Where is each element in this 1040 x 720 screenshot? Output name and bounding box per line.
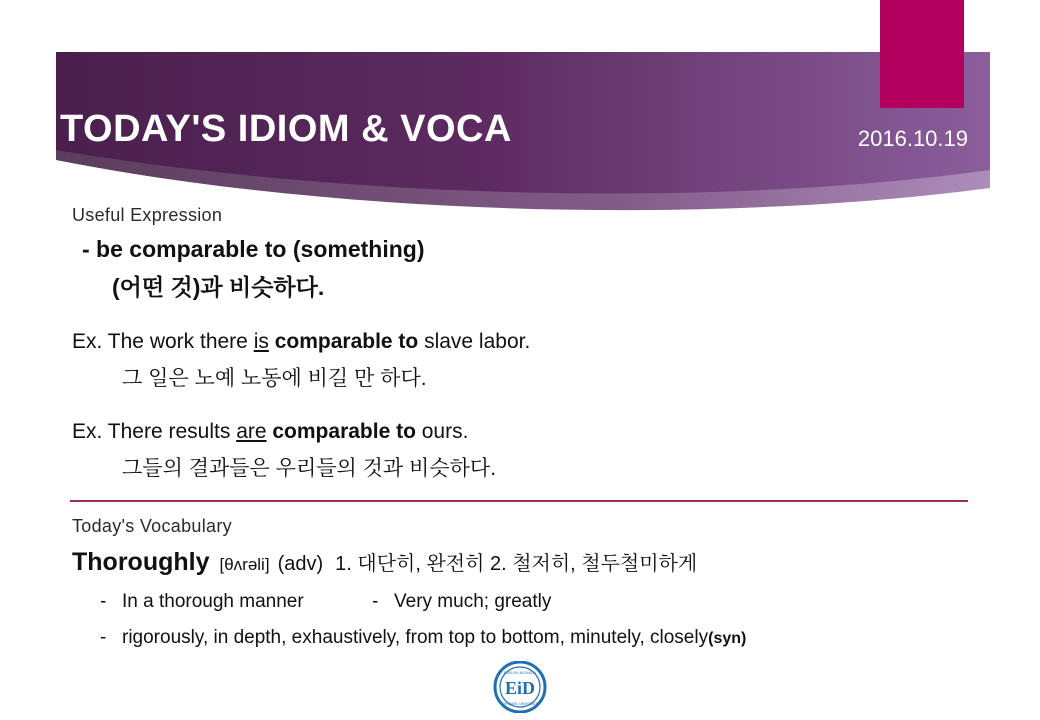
example-2-bold: comparable to: [266, 420, 422, 443]
header-banner: [0, 0, 1040, 215]
example-2-underline: are: [236, 420, 267, 443]
footer-logo-top-text: ENGLISH IN DAEGU: [503, 671, 537, 675]
example-1-suffix: slave labor.: [424, 330, 531, 353]
expression-phrase-en: - be comparable to (something): [82, 236, 425, 262]
vocabulary-meaning-2: Very much; greatly: [394, 591, 552, 612]
example-translation-1: 그 일은 노예 노동에 비길 만 하다.: [122, 367, 427, 390]
example-block-1: [0, 330, 1040, 392]
vocabulary-ipa: [θʌrəli]: [219, 555, 270, 574]
vocabulary-label: Today's Vocabulary: [72, 516, 232, 536]
section-divider: [70, 500, 968, 502]
vocabulary-meanings-row: [100, 591, 1040, 613]
example-1-bold: comparable to: [268, 330, 425, 353]
page-title: TODAY'S IDIOM & VOCA: [60, 108, 512, 150]
dash-icon-3: -: [100, 627, 107, 648]
example-translation-2: 그들의 결과들은 우리들의 것과 비슷하다.: [122, 457, 497, 480]
slide-content: [0, 205, 1040, 649]
expression-phrase-kr: (어떤 것)과 비슷하다.: [112, 274, 325, 300]
footer-logo-bottom-text: GYEONGIL UNIVERSITY: [500, 702, 540, 706]
vocabulary-pos: (adv): [277, 553, 324, 575]
example-sentence-1: [72, 330, 1040, 354]
vocabulary-synonyms-row: [100, 627, 1040, 649]
example-sentence-2: [72, 420, 1040, 444]
example-1-underline: is: [253, 330, 269, 353]
vocabulary-definitions: 1. 대단히, 완전히 2. 철저히, 철두철미하게: [335, 553, 698, 575]
dash-icon: -: [100, 591, 107, 612]
example-2-prefix: Ex. There results: [72, 420, 237, 443]
example-block-2: [0, 420, 1040, 482]
vocabulary-synonyms-tag: (syn): [708, 630, 747, 647]
example-1-prefix: Ex. The work there: [72, 330, 254, 353]
vocabulary-synonyms: rigorously, in depth, exhaustively, from top to bottom, minutely, closely: [122, 627, 709, 648]
header-date: 2016.10.19: [857, 126, 968, 151]
useful-expression-label: Useful Expression: [72, 205, 223, 225]
vocabulary-entry: [72, 547, 1040, 577]
footer-logo-text: EiD: [504, 678, 536, 698]
dash-icon-2: -: [372, 591, 379, 612]
footer-logo: [489, 661, 551, 713]
vocabulary-meaning-1: In a thorough manner: [122, 591, 304, 612]
example-2-suffix: ours.: [421, 420, 469, 443]
vocabulary-word: Thoroughly: [72, 548, 210, 576]
